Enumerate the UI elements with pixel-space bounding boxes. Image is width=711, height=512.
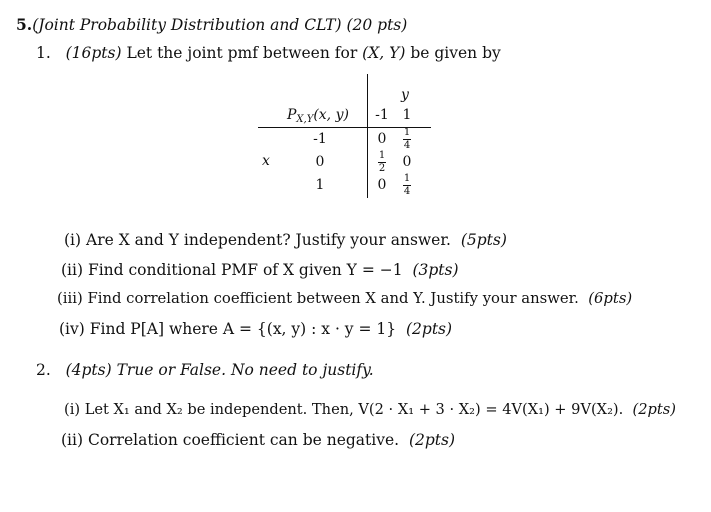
- question-2-ii: (ii) Correlation coefficient can be negative. (2pts): [61, 431, 456, 449]
- part1-line: [36, 46, 501, 62]
- question-2-i: (i) Let X₁ and X₂ be independent. Then, V(2 · X₁ + 3 · X₂) = 4V(X₁) + 9V(X₂). (2pts): [64, 401, 676, 418]
- problem-header: [16, 17, 407, 34]
- table-cell: 0: [377, 131, 387, 147]
- part2-line: [36, 363, 374, 379]
- table-vertical-rule: [367, 74, 368, 198]
- row-header: 1: [315, 177, 325, 193]
- part2-text: True or False. No need to justify.: [116, 361, 374, 379]
- problem-number: 5.: [16, 15, 33, 34]
- table-cell: 0: [402, 154, 412, 170]
- row-header: 0: [315, 154, 325, 170]
- part1-text-b: be given by: [410, 44, 501, 62]
- table-cell-fraction: $\frac{1}{4}$: [403, 127, 411, 151]
- row-header: -1: [313, 131, 327, 147]
- part1-points: (16pts): [65, 44, 122, 62]
- column-variable: y: [401, 87, 409, 103]
- table-cell-fraction: $\frac{1}{4}$: [403, 173, 411, 197]
- part1-number: 1.: [36, 44, 51, 62]
- part2-points: (4pts): [65, 361, 112, 379]
- question-1-iv: (iv) Find P[A] where A = {(x, y) : x · y = 1} (2pts): [59, 320, 453, 338]
- col-header: 1: [402, 107, 412, 123]
- table-header-label: $P_{X,Y}(x$, y): [287, 107, 349, 125]
- question-1-iii: (iii) Find correlation coefficient between X and Y. Justify your answer. (6pts): [57, 290, 633, 307]
- row-variable: x: [262, 153, 270, 169]
- table-cell: 0: [377, 177, 387, 193]
- problem-title: (Joint Probability Distribution and CLT) (20 pts): [32, 16, 408, 34]
- question-1-i: (i) Are X and Y independent? Justify your answer. (5pts): [64, 231, 507, 249]
- part1-xy: (X, Y): [362, 44, 406, 62]
- col-header: -1: [375, 107, 389, 123]
- part1-text-a: Let the joint pmf between for: [126, 44, 358, 62]
- table-cell-fraction: $\frac{1}{2}$: [378, 150, 386, 174]
- question-1-ii: (ii) Find conditional PMF of X given Y = −1 (3pts): [61, 261, 459, 279]
- part2-number: 2.: [36, 361, 51, 379]
